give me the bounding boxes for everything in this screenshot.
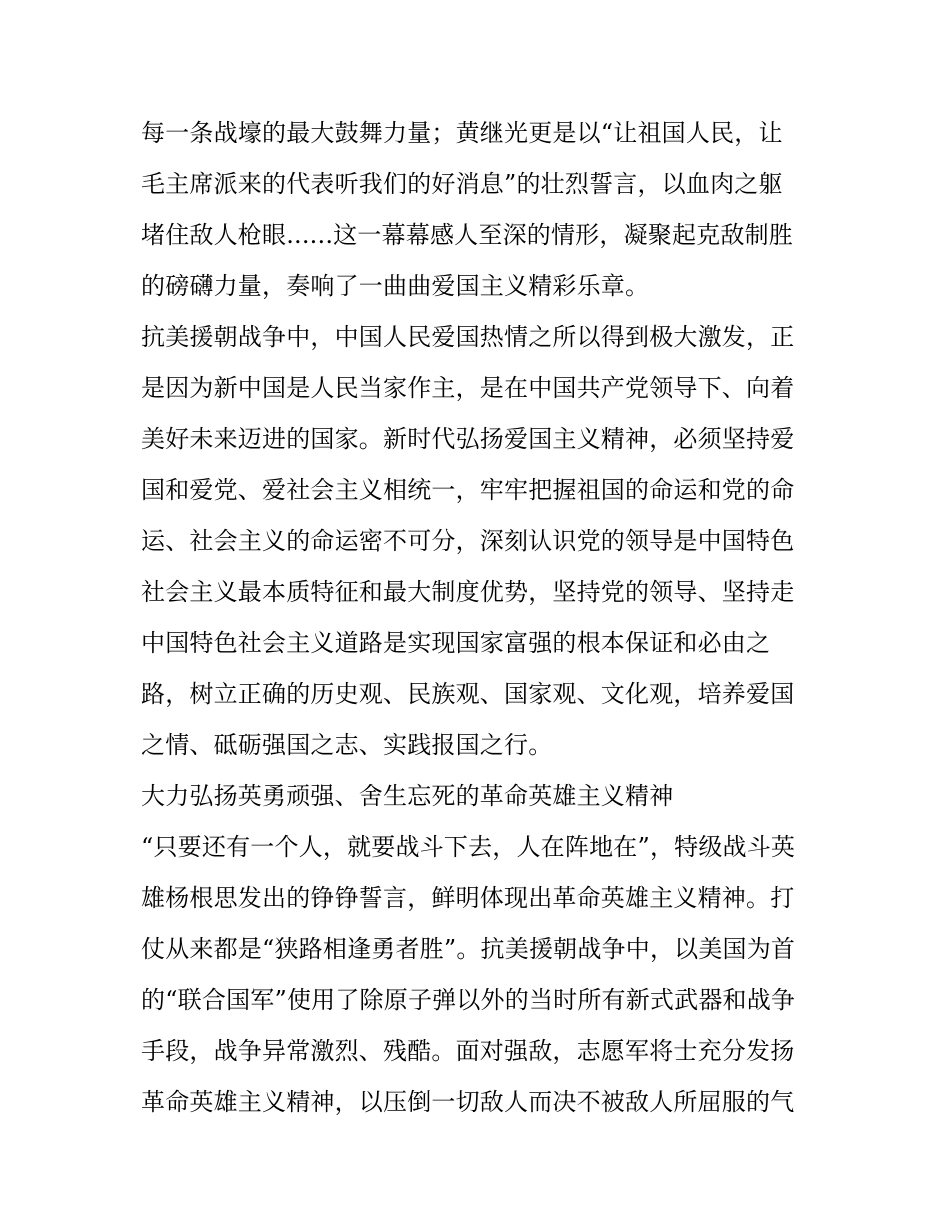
- text-line: 运、社会主义的命运密不可分，深刻认识党的领导是中国特色: [141, 527, 795, 555]
- text-line: “只要还有一个人，就要战斗下去，人在阵地在”，特级战斗英: [141, 833, 796, 861]
- text-line: 革命英雄主义精神，以压倒一切敌人而决不被敌人所屈服的气: [141, 1088, 795, 1116]
- text-line: 堵住敌人枪眼......这一幕幕感人至深的情形，凝聚起克敌制胜: [141, 221, 793, 249]
- text-line: 的“联合国军”使用了除原子弹以外的当时所有新式武器和战争: [141, 986, 796, 1014]
- text-line: 毛主席派来的代表听我们的好消息”的壮烈誓言，以血肉之躯: [141, 170, 783, 198]
- text-line: 之情、砥砺强国之志、实践报国之行。: [141, 731, 553, 759]
- text-line: 抗美援朝战争中，中国人民爱国热情之所以得到极大激发，正: [141, 323, 795, 351]
- section-heading: 大力弘扬英勇顽强、舍生忘死的革命英雄主义精神: [141, 782, 674, 810]
- text-line: 的磅礴力量，奏响了一曲曲爱国主义精彩乐章。: [141, 272, 650, 300]
- text-line: 美好未来迈进的国家。新时代弘扬爱国主义精神，必须坚持爱: [141, 425, 795, 453]
- text-line: 是因为新中国是人民当家作主，是在中国共产党领导下、向着: [141, 374, 795, 402]
- text-line: 国和爱党、爱社会主义相统一，牢牢把握祖国的命运和党的命: [141, 476, 795, 504]
- text-line: 每一条战壕的最大鼓舞力量；黄继光更是以“让祖国人民，让: [141, 119, 783, 147]
- text-line: 路，树立正确的历史观、民族观、国家观、文化观，培养爱国: [141, 680, 795, 708]
- text-line: 中国特色社会主义道路是实现国家富强的根本保证和必由之: [141, 629, 771, 657]
- text-line: 手段，战争异常激烈、残酷。面对强敌，志愿军将士充分发扬: [141, 1037, 795, 1065]
- text-line: 社会主义最本质特征和最大制度优势，坚持党的领导、坚持走: [141, 578, 795, 606]
- text-line: 仗从来都是“狭路相逢勇者胜”。抗美援朝战争中，以美国为首: [141, 935, 796, 963]
- body-text: [141, 108, 821, 1128]
- text-line: 雄杨根思发出的铮铮誓言，鲜明体现出革命英雄主义精神。打: [141, 884, 795, 912]
